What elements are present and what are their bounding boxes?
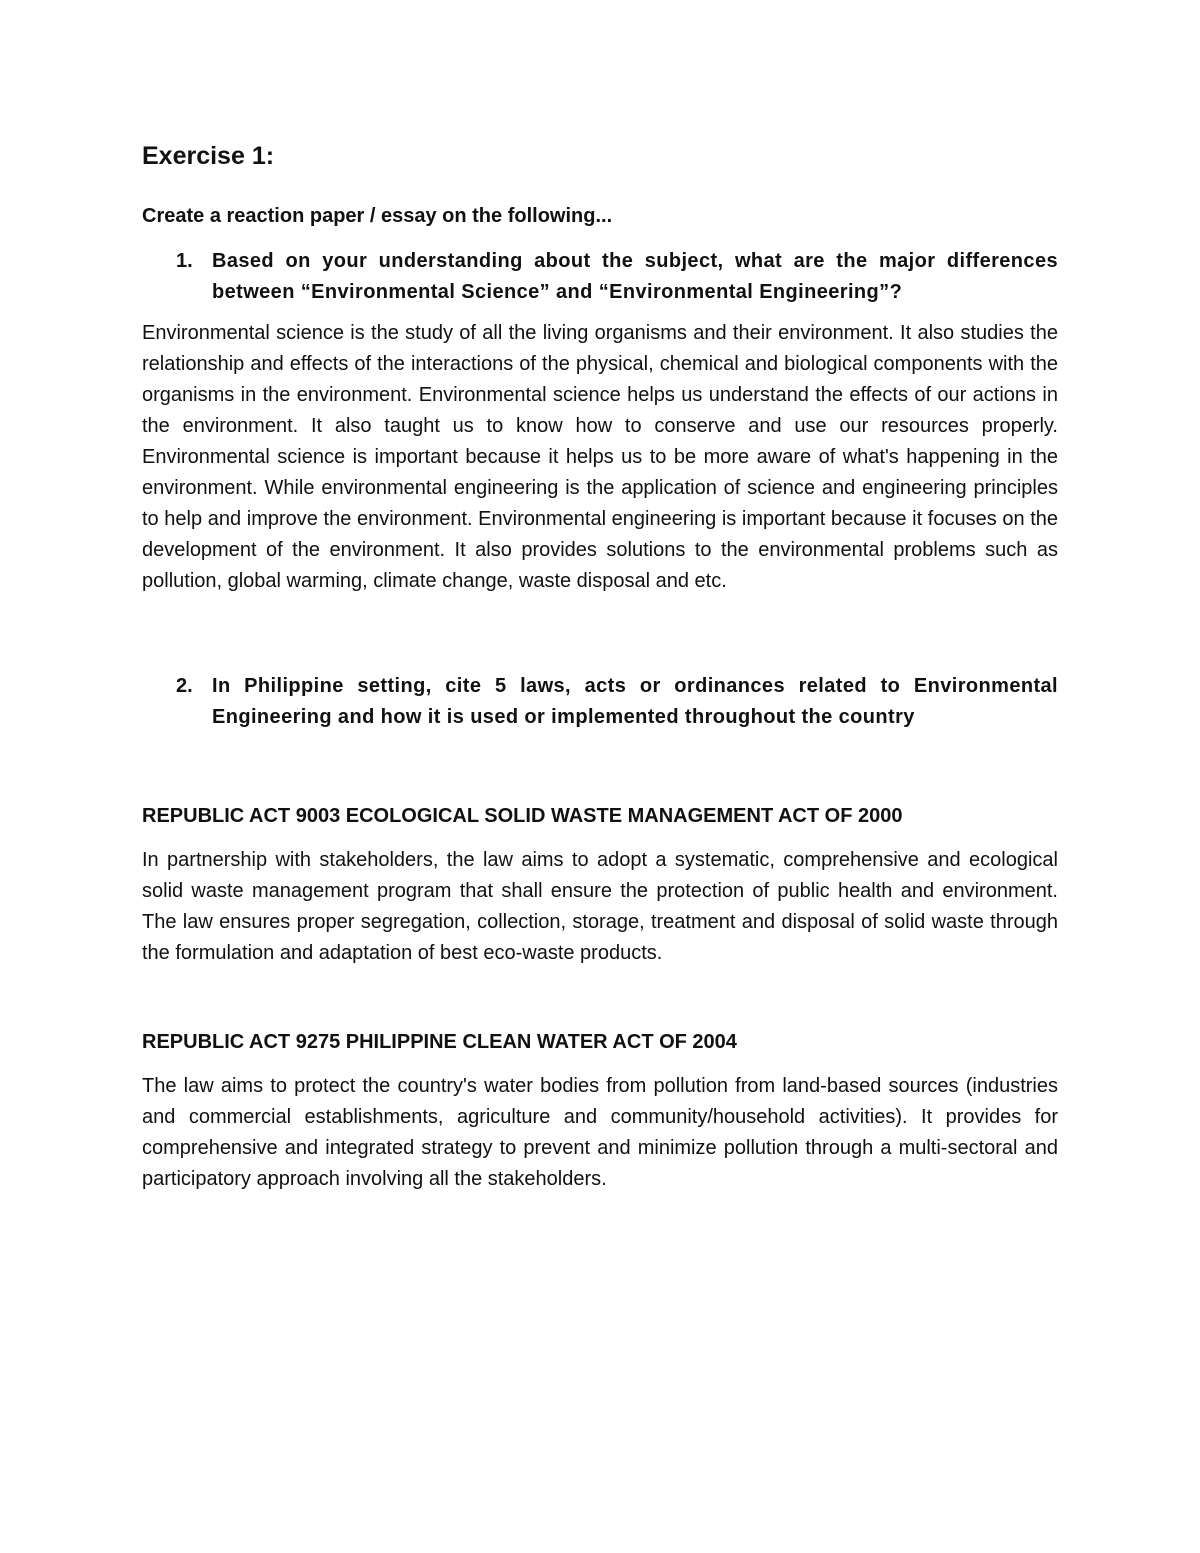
question-2-number: 2. bbox=[176, 675, 193, 697]
section-spacer bbox=[142, 743, 1058, 801]
section-spacer bbox=[142, 969, 1058, 1027]
law-2-heading: REPUBLIC ACT 9275 PHILIPPINE CLEAN WATER ACT OF 2004 bbox=[142, 1031, 737, 1053]
exercise-instruction: Create a reaction paper / essay on the following... bbox=[142, 205, 613, 227]
document-content bbox=[142, 138, 1058, 1195]
section-spacer bbox=[142, 597, 1058, 671]
law-1-heading: REPUBLIC ACT 9003 ECOLOGICAL SOLID WASTE MANAGEMENT ACT OF 2000 bbox=[142, 805, 903, 827]
question-1-number: 1. bbox=[176, 250, 193, 272]
question-1-text: Based on your understanding about the subject, what are the major differences between “Environmental Science” and “Environmental Engineering”? bbox=[212, 250, 1058, 303]
exercise-title: Exercise 1: bbox=[142, 142, 275, 170]
question-1 bbox=[142, 246, 1058, 308]
answer-1-paragraph: Environmental science is the study of all the living organisms and their environment. It also studies the relationship and effects of the interactions of the physical, chemical and biological components with the organisms in the environment. Environmental science helps us understand the effects of our actions in the environment. It also taught us to know how to conserve and use our resources properly. Environmental science is important because it helps us to be more aware of what's happening in the environment. While environmental engineering is the application of science and engineering principles to help and improve the environment. Environmental engineering is important because it focuses on the development of the environment. It also provides solutions to the environmental problems such as pollution, global warming, climate change, waste disposal and etc. bbox=[142, 322, 1058, 592]
question-2-text: In Philippine setting, cite 5 laws, acts or ordinances related to Environmental Engineering and how it is used or implemented throughout the country bbox=[212, 675, 1058, 728]
law-1-body: In partnership with stakeholders, the law aims to adopt a systematic, comprehensive and ecological solid waste management program that shall ensure the protection of public health and environment. The law ensures proper segregation, collection, storage, treatment and disposal of solid waste through the formulation and adaptation of best eco-waste products. bbox=[142, 849, 1058, 964]
law-2-body: The law aims to protect the country's water bodies from pollution from land-based sources (industries and commercial establishments, agriculture and community/household activities). It provides for comprehensive and integrated strategy to prevent and minimize pollution through a multi-sectoral and participatory approach involving all the stakeholders. bbox=[142, 1075, 1058, 1190]
question-2 bbox=[142, 671, 1058, 733]
